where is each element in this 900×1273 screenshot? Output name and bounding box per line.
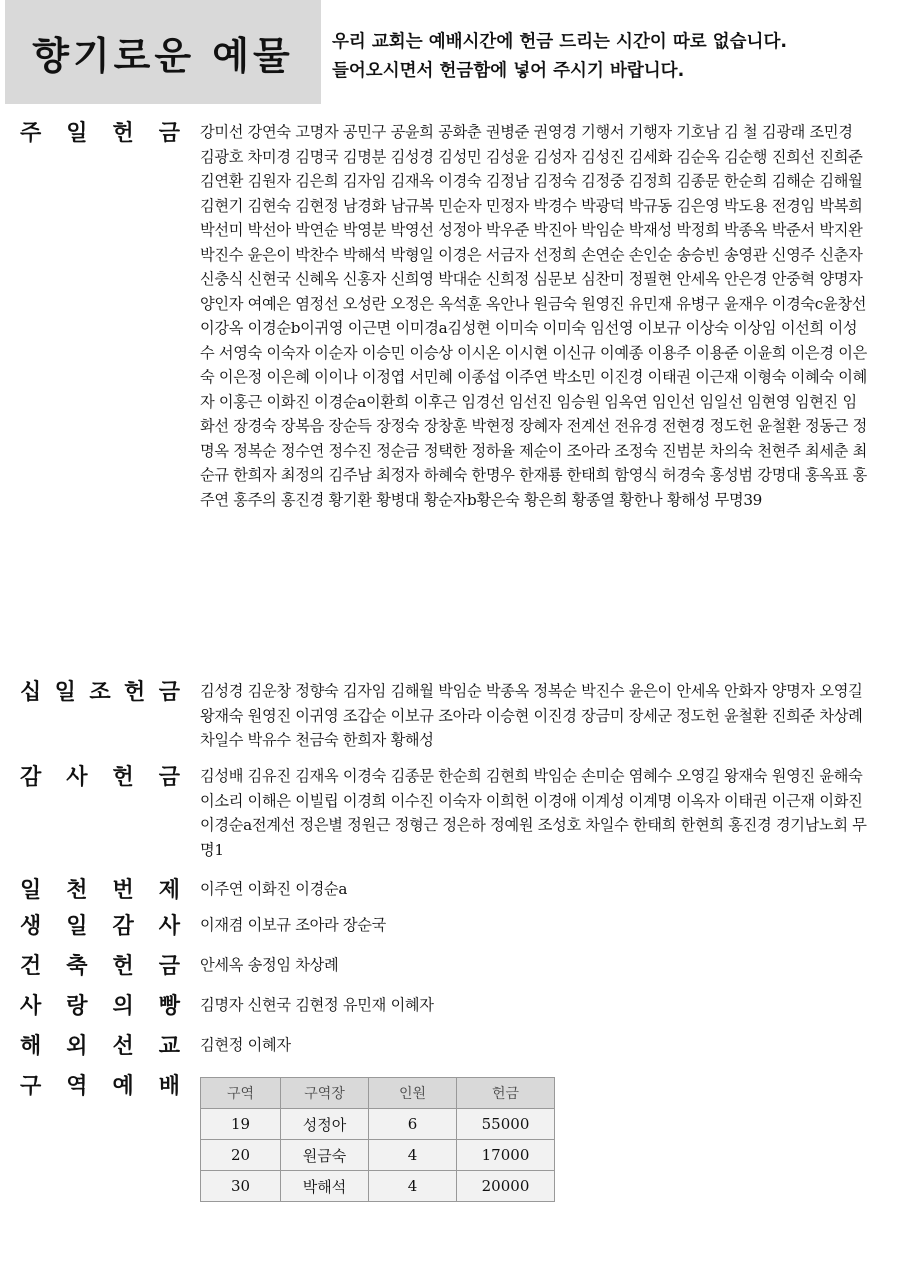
column-header: 구역 (201, 1078, 281, 1109)
label-char: 사 (158, 914, 180, 939)
section-names: 안세옥 송정임 차상례 (200, 956, 339, 974)
label-char: 주 (20, 121, 42, 146)
title-box (5, 0, 321, 104)
table-cell: 4 (369, 1140, 457, 1171)
section-names: 이주연 이화진 이경순a (200, 880, 348, 898)
label-char: 헌 (124, 680, 146, 705)
table-cell: 19 (201, 1109, 281, 1140)
table-cell: 원금숙 (281, 1140, 369, 1171)
label-char: 헌 (112, 954, 134, 979)
label-char: 사 (20, 994, 42, 1019)
table-cell: 20000 (457, 1171, 555, 1202)
label-char: 축 (66, 954, 88, 979)
label-char: 빵 (158, 994, 180, 1019)
page-title: 향기로운 예물 (32, 33, 294, 78)
table-cell: 6 (369, 1109, 457, 1140)
table-cell: 30 (201, 1171, 281, 1202)
table-cell: 55000 (457, 1109, 555, 1140)
column-header: 헌금 (457, 1078, 555, 1109)
label-char: 외 (66, 1034, 88, 1059)
table-cell: 박해석 (281, 1171, 369, 1202)
label-char: 십 (20, 680, 42, 705)
table-cell: 성정아 (281, 1109, 369, 1140)
table-cell: 20 (201, 1140, 281, 1171)
label-char: 역 (66, 1074, 88, 1099)
label-char: 일 (66, 121, 88, 146)
section-label (20, 679, 180, 707)
label-char: 제 (158, 878, 180, 903)
label-char: 교 (158, 1034, 180, 1059)
table-row (201, 1171, 555, 1202)
table-row (201, 1140, 555, 1171)
section-label (20, 764, 180, 792)
section-label (20, 1033, 180, 1061)
label-char: 건 (20, 954, 42, 979)
label-char: 선 (112, 1034, 134, 1059)
label-char: 구 (20, 1074, 42, 1099)
label-char: 일 (66, 914, 88, 939)
label-char: 배 (158, 1074, 180, 1099)
label-char: 헌 (112, 121, 134, 146)
label-char: 감 (112, 914, 134, 939)
table-header-row (201, 1078, 555, 1109)
label-char: 금 (158, 680, 180, 705)
notice (332, 28, 892, 86)
label-char: 금 (158, 765, 180, 790)
section-label (20, 1073, 180, 1101)
label-char: 금 (158, 121, 180, 146)
label-char: 일 (54, 680, 76, 705)
column-header: 구역장 (281, 1078, 369, 1109)
table-cell: 17000 (457, 1140, 555, 1171)
section-label (20, 913, 180, 941)
section-label (20, 953, 180, 981)
section-label (20, 993, 180, 1021)
label-char: 천 (66, 878, 88, 903)
label-char: 감 (20, 765, 42, 790)
label-char: 랑 (66, 994, 88, 1019)
notice-line-2: 들어오시면서 헌금함에 넣어 주시기 바랍니다. (332, 61, 685, 81)
section-label (20, 877, 180, 905)
label-char: 생 (20, 914, 42, 939)
table-cell: 4 (369, 1171, 457, 1202)
label-char: 조 (89, 680, 111, 705)
region-table (200, 1077, 555, 1202)
section-names: 김성배 김유진 김재옥 이경숙 김종문 한순희 김현희 박임순 손미순 염혜수 오영길 왕재숙 원영진 윤해숙 이소리 이해은 이빌립 이경희 이수진 이숙자 이희헌 이경애 이계성 이계명 이옥자 이태권 이근재 이화진 이경순a전계선 정은별 정원근 정형근 정은하 정예원 조성호 차일수 한태희 한현희 홍진경 경기남노회 무명1 (200, 767, 867, 859)
label-char: 사 (66, 765, 88, 790)
label-char: 해 (20, 1034, 42, 1059)
section-names: 이재겸 이보규 조아라 장순국 (200, 916, 387, 934)
table-row (201, 1109, 555, 1140)
notice-line-1: 우리 교회는 예배시간에 헌금 드리는 시간이 따로 없습니다. (332, 32, 788, 52)
section-label (20, 120, 180, 148)
section-names: 김명자 신현국 김현정 유민재 이혜자 (200, 996, 434, 1014)
section-names: 김현정 이혜자 (200, 1036, 291, 1054)
section-names: 김성경 김운창 정향숙 김자임 김해월 박임순 박종옥 정복순 박진수 윤은이 안세옥 안화자 양명자 오영길 왕재숙 원영진 이귀영 조갑순 이보규 조아라 이승현 이진경 장금미 장세군 정도헌 윤철환 진희준 차상례 차일수 박유수 천금숙 한희자 황해성 (200, 682, 863, 749)
label-char: 금 (158, 954, 180, 979)
label-char: 예 (112, 1074, 134, 1099)
label-char: 일 (20, 878, 42, 903)
label-char: 의 (112, 994, 134, 1019)
label-char: 번 (112, 878, 134, 903)
column-header: 인원 (369, 1078, 457, 1109)
section-names: 강미선 강연숙 고명자 공민구 공윤희 공화춘 권병준 권영경 기행서 기행자 기호남 김 철 김광래 조민경 김광호 차미경 김명국 김명분 김성경 김성민 김성윤 김성자 김성진 김세화 김순옥 김순행 진희선 진희준 김연환 김원자 김은희 김자임 김재옥 이경숙 김정남 김정숙 김정중 김정희 김종문 한순희 김해순 김해월 김현기 김현숙 김현정 남경화 남규복 민순자 민정자 박경수 박광덕 박규동 김은영 박도용 전경임 박복희 박선미 박선아 박연순 박영분 박영선 성정아 박우준 박진아 박임순 박재성 박정희 박종옥 박준서 박지완 박진수 윤은이 박찬수 박해석 박형일 이경은 서금자 선정희 손연순 손인순 송승빈 송영관 신영주 신춘자 신충식 신현국 신혜옥 신홍자 신희영 박대순 신희정 심문보 심찬미 정필현 안세옥 안은경 안중혁 양명자 양인자 여예은 염정선 오성란 오정은 옥석훈 옥안나 원금숙 원영진 유민재 유병구 윤재우 이경숙c윤창선 이강옥 이경순b이귀영 이근면 이미경a김성현 이미숙 이미숙 임선영 이보규 이상숙 이상임 이선희 이성수 서영숙 이숙자 이순자 이승민 이승상 이시온 이시현 이신규 이예종 이용주 이용준 이윤희 이은경 이은숙 이은정 이은혜 이이나 이정엽 서민혜 이종섭 이주연 박소민 이진경 이태권 이근재 이형숙 이혜숙 이혜자 이홍근 이화진 이경순a이환희 이후근 임경선 임선진 임승원 임옥연 임인선 임일선 임현영 임현진 임화선 장경숙 장복음 장순득 장정숙 장창훈 박현정 장혜자 전계선 전유경 전현경 정도헌 윤철환 정동근 정명옥 정복순 정수연 정수진 정순금 정택한 정하율 제순이 조아라 조정숙 진범분 차의숙 천현주 최세춘 최순규 한희자 최정의 김주남 최정자 하혜숙 한명우 한재룡 한태희 함영식 허경숙 홍성범 강명대 홍옥표 홍주연 홍주의 홍진경 황기환 황병대 황순자b황은숙 황은희 황종열 황한나 황해성 무명39 (200, 123, 867, 509)
label-char: 헌 (112, 765, 134, 790)
